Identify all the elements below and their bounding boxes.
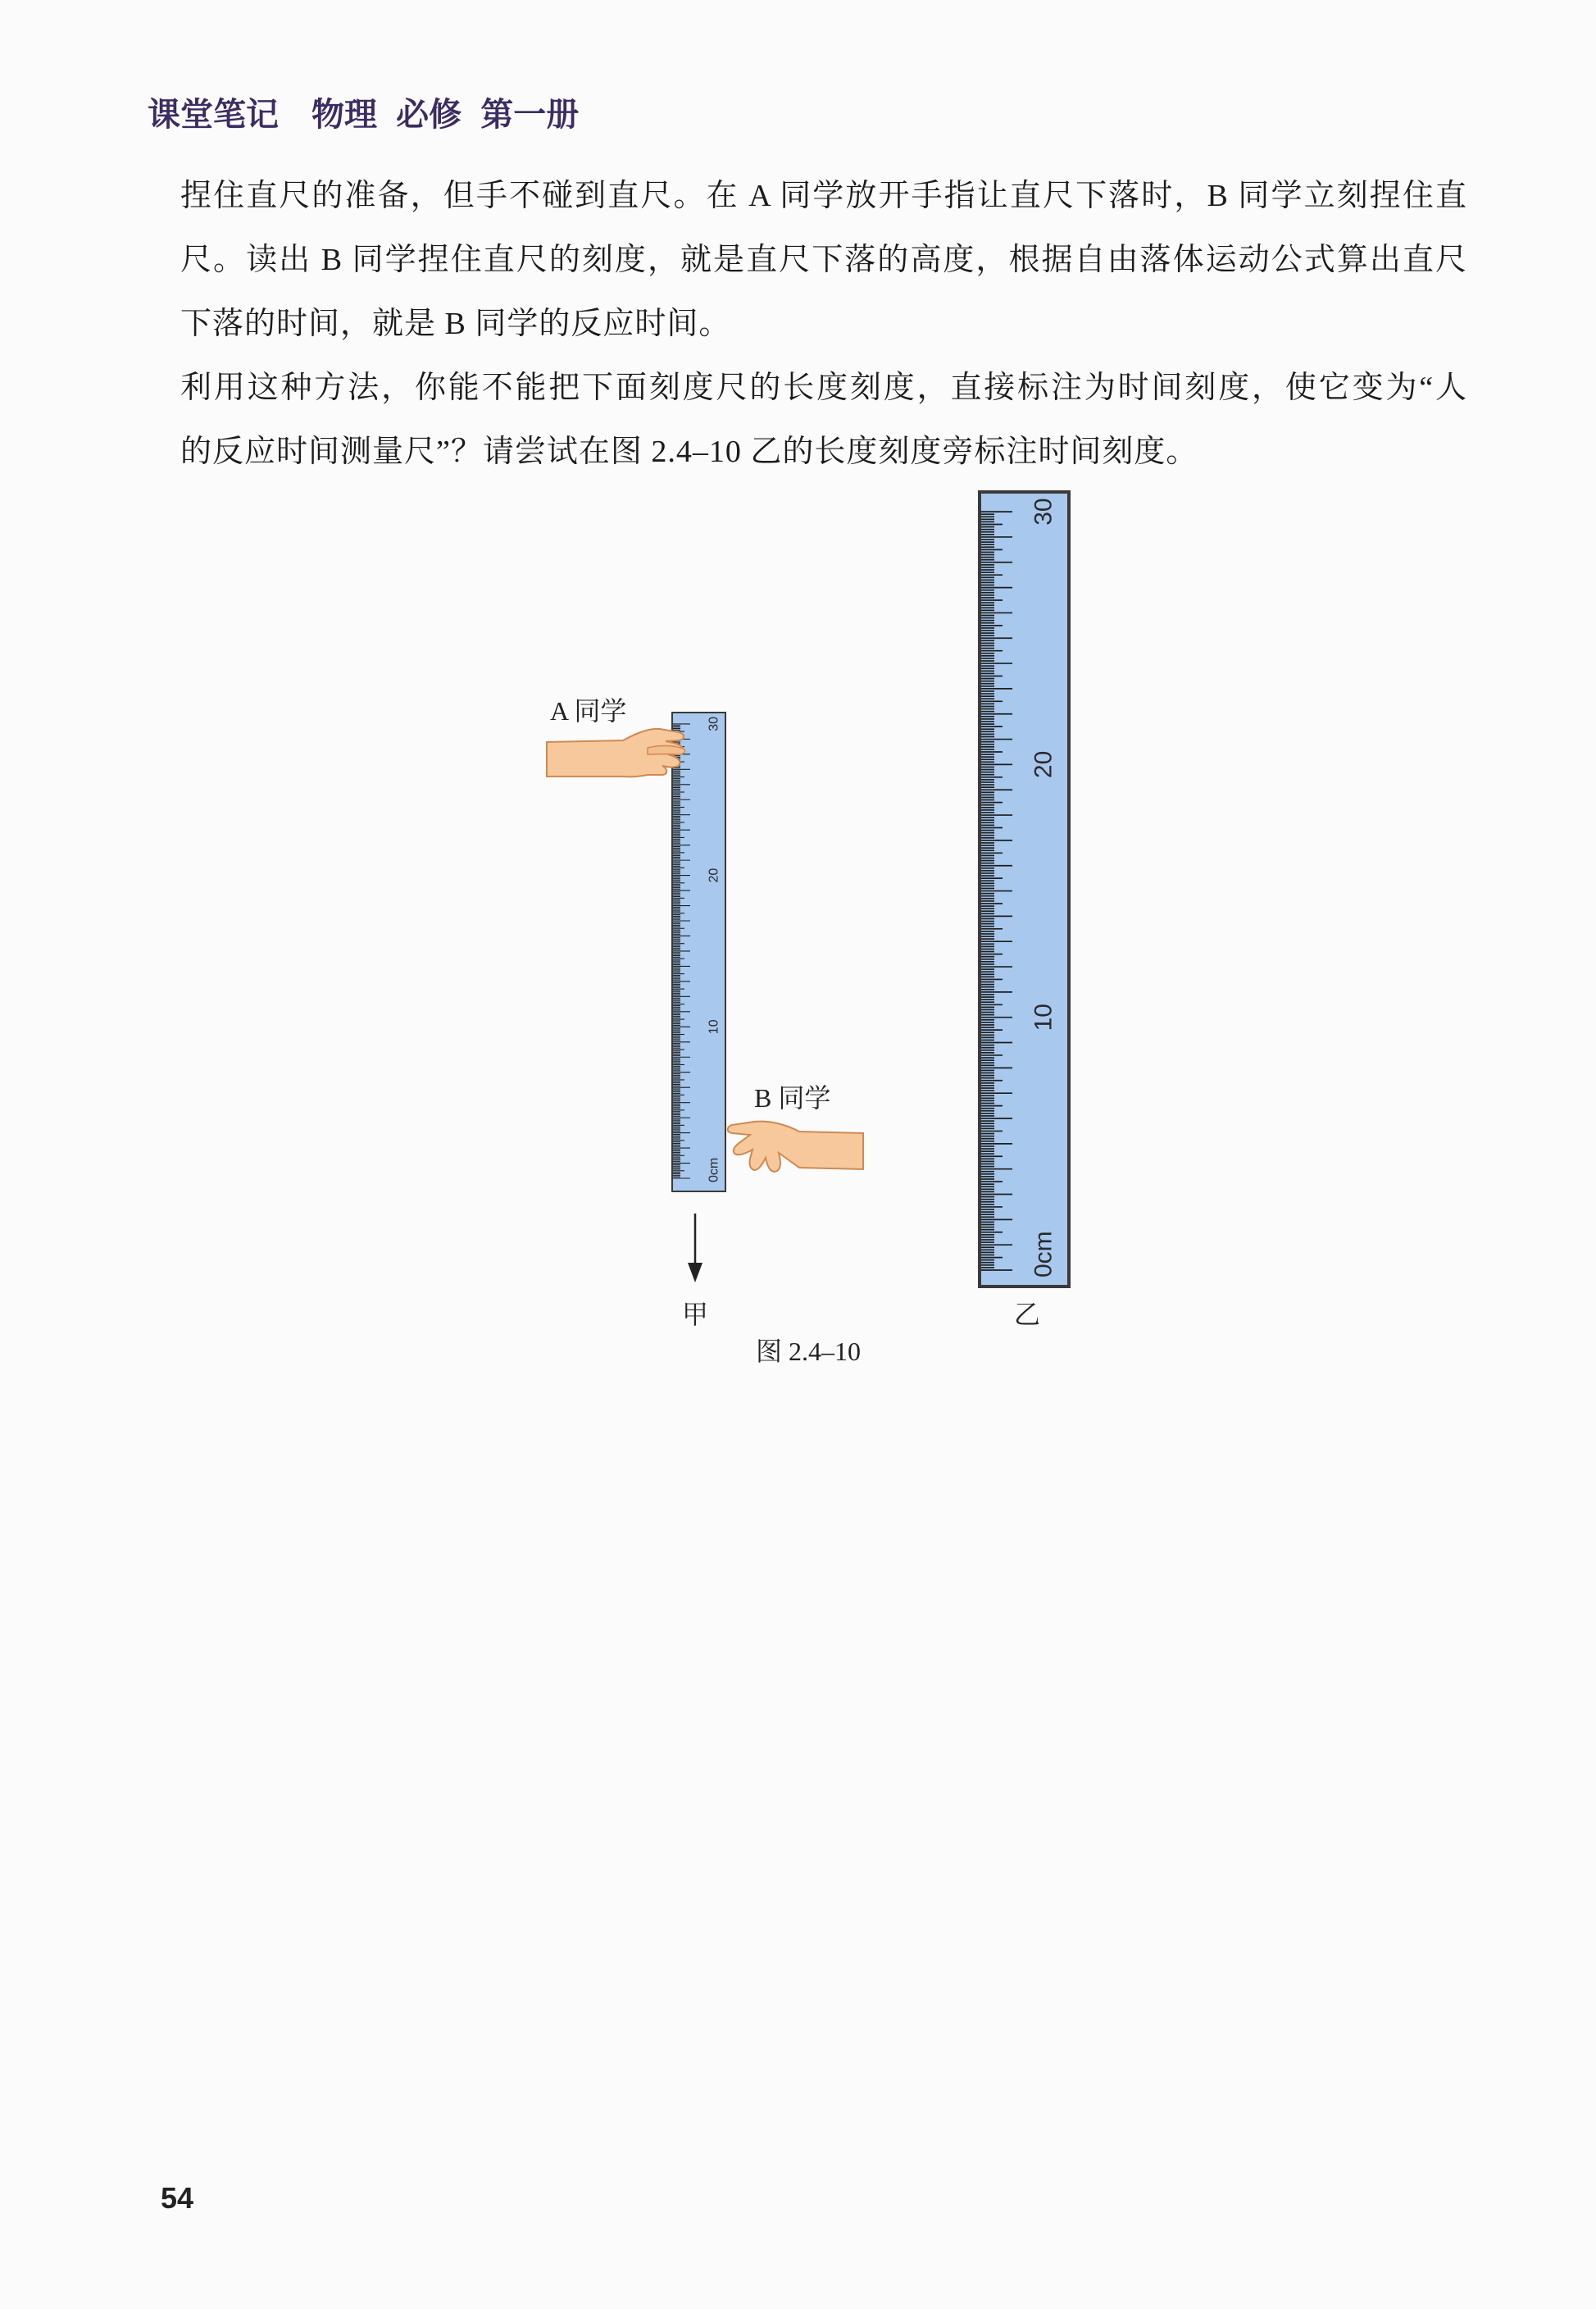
hand-b-icon: [728, 1122, 863, 1172]
ruler-yi-label: 0cm: [1030, 1231, 1057, 1277]
ruler-yi-label: 10: [1030, 1004, 1057, 1032]
ruler-yi-label: 30: [1030, 498, 1057, 526]
body-line: 尺。读出 B 同学捏住直尺的刻度，就是直尺下落的高度，根据自由落体运动公式算出直尺: [180, 243, 1467, 277]
label-student-a: A 同学: [550, 696, 627, 726]
ruler-yi: [980, 492, 1069, 1287]
fall-arrow-icon: [688, 1214, 703, 1282]
page-number: 54: [161, 2181, 194, 2215]
ruler-jia-label: 0cm: [707, 1157, 721, 1182]
ruler-yi-label: 20: [1030, 750, 1057, 779]
ruler-jia-label: 30: [707, 717, 721, 731]
header-subtitle: 物理 必修 第一册: [311, 97, 580, 133]
ruler-jia-label: 10: [707, 1019, 721, 1035]
ruler-jia: [672, 713, 725, 1191]
body-line: 的反应时间测量尺”？请尝试在图 2.4–10 乙的长度刻度旁标注时间刻度。: [180, 435, 1198, 469]
hand-a-thumb-icon: [648, 745, 685, 754]
label-student-b: B 同学: [754, 1083, 831, 1113]
ruler-yi-body: [980, 492, 1069, 1287]
body-line: 捏住直尺的准备，但手不碰到直尺。在 A 同学放开手指让直尺下落时，B 同学立刻捏住直: [180, 179, 1467, 213]
header-title: 课堂笔记: [148, 97, 279, 133]
ruler-jia-name: 甲: [681, 1300, 709, 1329]
figure-caption: 图 2.4–10: [755, 1337, 862, 1366]
body-line: 利用这种方法，你能不能把下面刻度尺的长度刻度，直接标注为时间刻度，使它变为“人: [180, 371, 1467, 405]
body-paragraph: [180, 164, 1467, 484]
ruler-jia-label: 20: [707, 868, 721, 883]
body-line: 下落的时间，就是 B 同学的反应时间。: [180, 307, 731, 341]
ruler-yi-name: 乙: [1013, 1300, 1041, 1329]
